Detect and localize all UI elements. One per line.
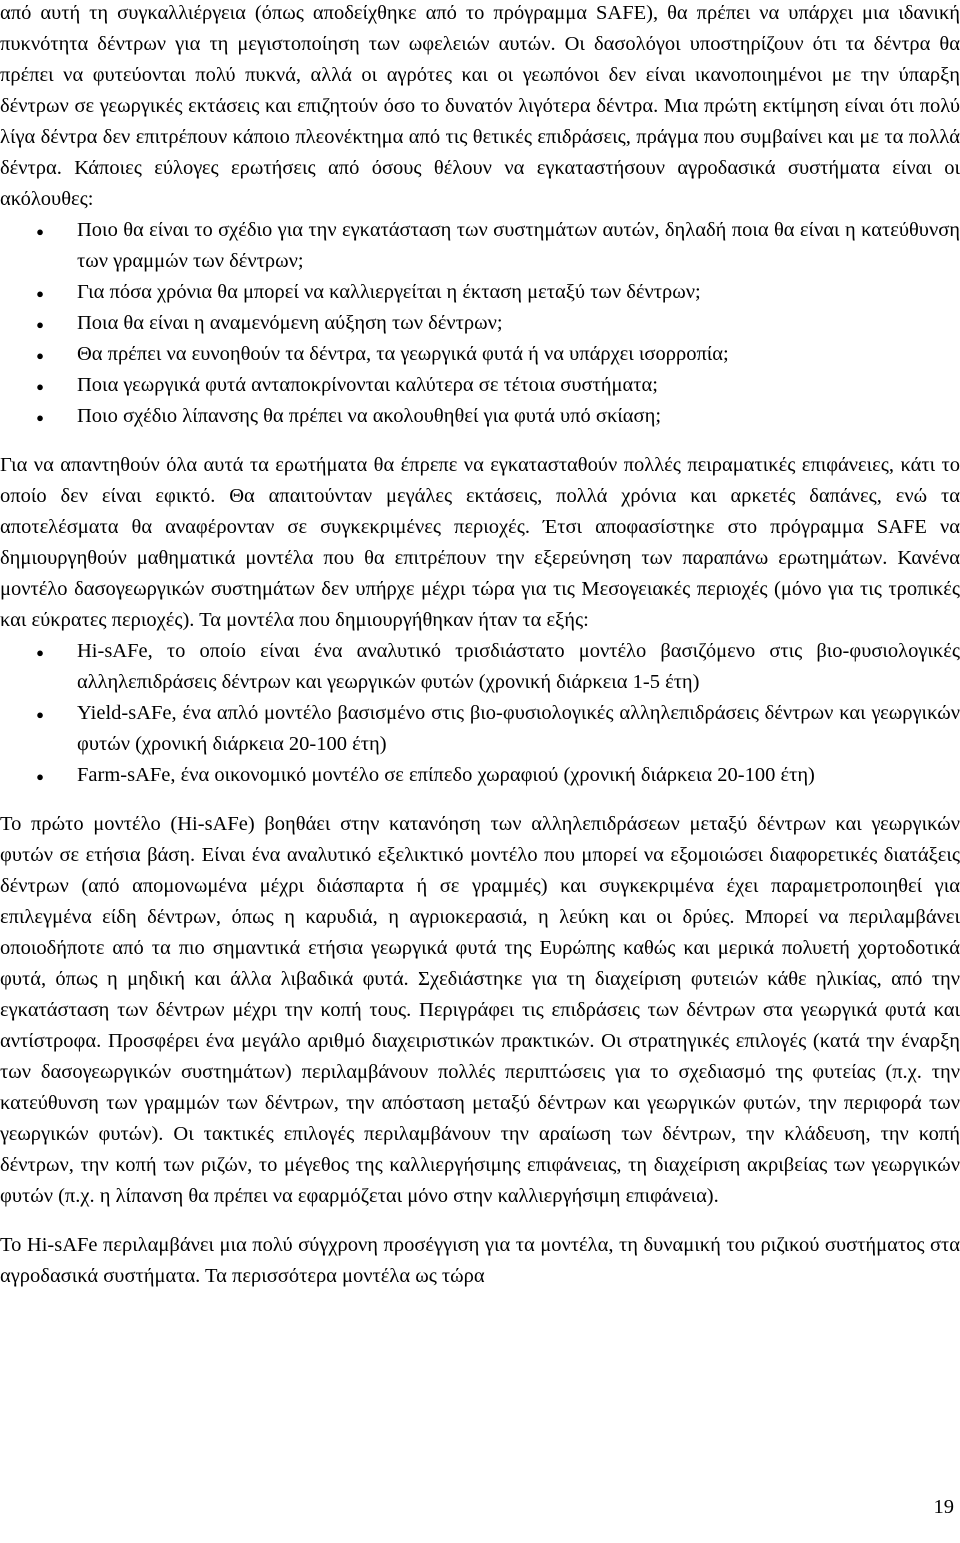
list-item [0, 370, 960, 401]
list-item-text: Ποια γεωργικά φυτά ανταποκρίνονται καλύτερα σε τέτοια συστήματα; [77, 374, 658, 396]
spacer [0, 1212, 960, 1230]
spacer [0, 791, 960, 809]
paragraph-experiments: Για να απαντηθούν όλα αυτά τα ερωτήματα θα έπρεπε να εγκατασταθούν πολλές πειραματικές επιφάνειες, κάτι το οποίο δεν είναι εφικτό. Θα απαιτούνταν μεγάλες εκτάσεις, πολλά χρόνια και αρκετές δαπάνες, ενώ τα αποτελέσματα θα αναφέρονταν σε συγκεκριμένες περιοχές. Έτσι αποφασίστηκε στο πρόγραμμα SAFE να δημιουργηθούν μαθηματικά μοντέλα που θα επιτρέπουν την εξερεύνηση των παραπάνω ερωτημάτων. Κανένα μοντέλο δασογεωργικών συστημάτων δεν υπήρχε μέχρι τώρα για τις Μεσογειακές περιοχές (μόνο για τις τροπικές και εύκρατες περιοχές). Τα μοντέλα που δημιουργήθηκαν ήταν τα εξής: [0, 454, 960, 631]
list-item-text: Farm-sAFe, ένα οικονομικό μοντέλο σε επίπεδο χωραφιού (χρονική διάρκεια 20-100 έτη) [77, 764, 815, 786]
paragraph-intro: από αυτή τη συγκαλλιέργεια (όπως αποδείχθηκε από το πρόγραμμα SAFE), θα πρέπει να υπάρχει μια ιδανική πυκνότητα δέντρων για τη μεγιστοποίηση των ωφελειών αυτών. Οι δασολόγοι υποστηρίζουν ότι τα δέντρα θα πρέπει να φυτεύονται πολύ πυκνά, αλλά οι αγρότες και οι γεωπόνοι δεν είναι ικανοποιημένοι με την ύπαρξη δέντρων σε γεωργικές εκτάσεις και επιζητούν όσο το δυνατόν λιγότερα δέντρα. Μια πρώτη εκτίμηση είναι ότι πολύ λίγα δέντρα δεν επιτρέπουν κάποιο πλεονέκτημα από τις θετικές επιδράσεις, πράγμα που συμβαίνει και με τα πολλά δέντρα. Κάποιες εύλογες ερωτήσεις από όσους θέλουν να εγκαταστήσουν αγροδασικά συστήματα είναι οι ακόλουθες: [0, 2, 960, 210]
list-item-text: Hi-sAFe, το οποίο είναι ένα αναλυτικό τρισδιάστατο μοντέλο βασιζόμενο στις βιο-φυσιολογικές αλληλεπιδράσεις δέντρων και γεωργικών φυτών (χρονική διάρκεια 1-5 έτη) [77, 640, 960, 693]
list-item-text: Yield-sAFe, ένα απλό μοντέλο βασισμένο στις βιο-φυσιολογικές αλληλεπιδράσεις δέντρων και γεωργικών φυτών (χρονική διάρκεια 20-100 έτη) [77, 702, 960, 755]
list-item [0, 308, 960, 339]
list-item-text: Θα πρέπει να ευνοηθούν τα δέντρα, τα γεωργικά φυτά ή να υπάρχει ισορροπία; [77, 343, 729, 365]
list-item-text: Ποιο σχέδιο λίπανσης θα πρέπει να ακολουθηθεί για φυτά υπό σκίαση; [77, 405, 662, 427]
list-item [0, 760, 960, 791]
bullet-icon [30, 277, 50, 309]
spacer [0, 432, 960, 450]
bullet-icon [30, 401, 50, 433]
bullet-icon [30, 698, 50, 730]
list-item-text: Ποιο θα είναι το σχέδιο για την εγκατάσταση των συστημάτων αυτών, δηλαδή ποια θα είναι η κατεύθυνση των γραμμών των δέντρων; [77, 219, 960, 272]
questions-list [0, 215, 960, 432]
bullet-icon [30, 760, 50, 792]
bullet-icon [30, 215, 50, 247]
list-item [0, 215, 960, 277]
list-item [0, 277, 960, 308]
page-number: 19 [933, 1496, 954, 1518]
paragraph-roots: Το Hi-sAFe περιλαμβάνει μια πολύ σύγχρονη προσέγγιση για τα μοντέλα, τη δυναμική του ριζικού συστήματος στα αγροδασικά συστήματα. Τα περισσότερα μοντέλα ως τώρα [0, 1234, 960, 1287]
list-item-text: Ποια θα είναι η αναμενόμενη αύξηση των δέντρων; [77, 312, 503, 334]
list-item [0, 636, 960, 698]
bullet-icon [30, 370, 50, 402]
models-list [0, 636, 960, 791]
bullet-icon [30, 339, 50, 371]
list-item [0, 698, 960, 760]
list-item [0, 401, 960, 432]
list-item [0, 339, 960, 370]
bullet-icon [30, 636, 50, 668]
list-item-text: Για πόσα χρόνια θα μπορεί να καλλιεργείται η έκταση μεταξύ των δέντρων; [77, 281, 701, 303]
paragraph-hisafe: Το πρώτο μοντέλο (Hi-sAFe) βοηθάει στην κατανόηση των αλληλεπιδράσεων μεταξύ δέντρων και γεωργικών φυτών σε ετήσια βάση. Είναι ένα αναλυτικό εξελικτικό μοντέλο που μπορεί να εξομοιώσει διαφορετικές διατάξεις δέντρων (από απομονωμένα μέχρι διάσπαρτα ή σε γραμμές) και συγκεκριμένα έχει παραμετροποιηθεί για επιλεγμένα είδη δέντρων, όπως η καρυδιά, η αγριοκερασιά, η λεύκη και οι δρύες. Μπορεί να περιλαμβάνει οποιοδήποτε από τα πιο σημαντικά ετήσια γεωργικά φυτά της Ευρώπης καθώς και μερικά πολυετή χορτοδοτικά φυτά, όπως η μηδική και άλλα λιβαδικά φυτά. Σχεδιάστηκε για τη διαχείριση φυτειών κάθε ηλικίας, από την εγκατάσταση των δέντρων μέχρι την κοπή τους. Περιγράφει τις επιδράσεις των δέντρων στα γεωργικά φυτά και αντίστροφα. Προσφέρει ένα μεγάλο αριθμό διαχειριστικών πρακτικών. Οι στρατηγικές επιλογές (κατά την έναρξη των δασογεωργικών συστημάτων) περιλαμβάνουν πολλές περιπτώσεις για το σχεδιασμό της φυτείας (π.χ. την κατεύθυνση των γραμμών των δέντρων, την απόσταση μεταξύ δέντρων και γεωργικών φυτών, την περιφορά των γεωργικών φυτών). Οι τακτικές επιλογές περιλαμβάνουν την αραίωση των δέντρων, την κλάδευση, την κοπή δέντρων, την κοπή των ριζών, το μέγεθος της καλλιεργήσιμης επιφάνειας, τη διαχείριση ακριβείας των γεωργικών φυτών (π.χ. η λίπανση θα πρέπει να εφαρμόζεται μόνο στην καλλιεργήσιμη επιφάνεια). [0, 813, 960, 1207]
bullet-icon [30, 308, 50, 340]
